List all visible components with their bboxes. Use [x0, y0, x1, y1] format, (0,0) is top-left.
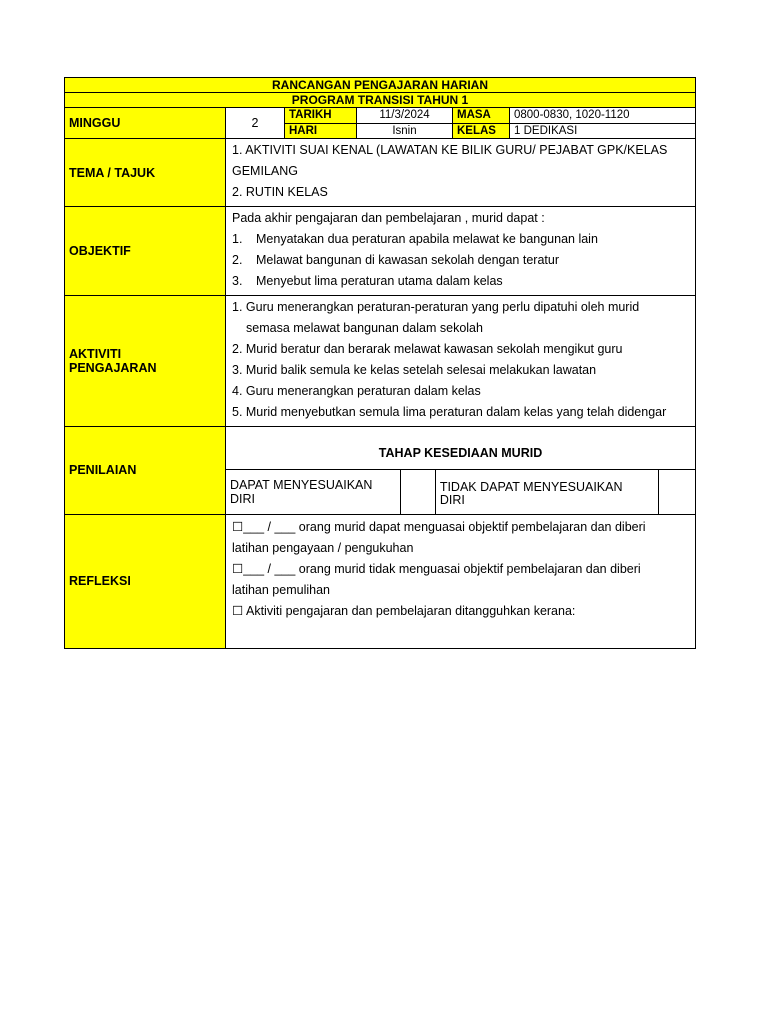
- aktiviti-label: AKTIVITI PENGAJARAN: [65, 296, 226, 427]
- list-item: 3. Menyebut lima peraturan utama dalam kelas: [232, 274, 503, 288]
- kelas-label: KELAS: [453, 123, 510, 139]
- document-title: RANCANGAN PENGAJARAN HARIAN: [65, 78, 696, 93]
- tema-line-1: 1. AKTIVITI SUAI KENAL (LAWATAN KE BILIK GURU/ PEJABAT GPK/KELAS: [232, 143, 668, 157]
- aktiviti-line-4: 4. Guru menerangkan peraturan dalam kelas: [232, 384, 481, 398]
- aktiviti-line-3: 3. Murid balik semula ke kelas setelah selesai melakukan lawatan: [232, 363, 597, 377]
- lesson-plan-table: [64, 77, 696, 649]
- tema-line-2: GEMILANG: [232, 164, 298, 178]
- tahap-heading: TAHAP KESEDIAAN MURID: [378, 446, 543, 460]
- masa-value: 0800-0830, 1020-1120: [510, 108, 696, 124]
- minggu-label: MINGGU: [65, 108, 226, 139]
- aktiviti-line-1: 1. Guru menerangkan peraturan-peraturan yang perlu dipatuhi oleh murid: [232, 300, 640, 314]
- objektif-content: [226, 207, 696, 296]
- tema-content: [226, 139, 696, 207]
- masa-label: MASA: [453, 108, 510, 124]
- penilaian-content: [226, 427, 696, 515]
- document-subtitle: PROGRAM TRANSISI TAHUN 1: [65, 93, 696, 108]
- aktiviti-content: [226, 296, 696, 427]
- tidak-dapat-menyesuaikan-box[interactable]: [659, 470, 695, 514]
- tahap-table: [226, 469, 695, 514]
- refleksi-label: REFLEKSI: [65, 514, 226, 648]
- refleksi-line-1b: latihan pengayaan / pengukuhan: [232, 540, 414, 555]
- aktiviti-line-1b: semasa melawat bangunan dalam sekolah: [246, 321, 483, 335]
- objektif-intro: Pada akhir pengajaran dan pembelajaran , murid dapat :: [232, 211, 545, 225]
- penilaian-label: PENILAIAN: [65, 427, 226, 515]
- hari-value: Isnin: [357, 123, 453, 139]
- hari-label: HARI: [285, 123, 357, 139]
- dapat-menyesuaikan-box[interactable]: [400, 470, 435, 514]
- tema-line-3: 2. RUTIN KELAS: [232, 185, 328, 199]
- refleksi-content: [226, 514, 696, 648]
- aktiviti-line-5: 5. Murid menyebutkan semula lima peraturan dalam kelas yang telah didengar: [232, 405, 667, 419]
- refleksi-line-2b: latihan pemulihan: [232, 582, 330, 597]
- list-item: 1. Menyatakan dua peraturan apabila melawat ke bangunan lain: [232, 232, 598, 246]
- kelas-value: 1 DEDIKASI: [510, 123, 696, 139]
- tema-label: TEMA / TAJUK: [65, 139, 226, 207]
- refleksi-line-1: ☐___ / ___ orang murid dapat menguasai objektif pembelajaran dan diberi: [232, 519, 646, 534]
- tarikh-label: TARIKH: [285, 108, 357, 124]
- refleksi-line-3: ☐ Aktiviti pengajaran dan pembelajaran ditangguhkan kerana:: [232, 603, 576, 618]
- dapat-menyesuaikan-label: DAPAT MENYESUAIKAN DIRI: [226, 470, 400, 514]
- aktiviti-line-2: 2. Murid beratur dan berarak melawat kawasan sekolah mengikut guru: [232, 342, 623, 356]
- tidak-dapat-menyesuaikan-label: TIDAK DAPAT MENYESUAIKAN DIRI: [435, 470, 658, 514]
- list-item: 2. Melawat bangunan di kawasan sekolah dengan teratur: [232, 253, 559, 267]
- objektif-label: OBJEKTIF: [65, 207, 226, 296]
- tarikh-value: 11/3/2024: [357, 108, 453, 124]
- minggu-value: 2: [226, 108, 285, 139]
- refleksi-line-2: ☐___ / ___ orang murid tidak menguasai objektif pembelajaran dan diberi: [232, 561, 641, 576]
